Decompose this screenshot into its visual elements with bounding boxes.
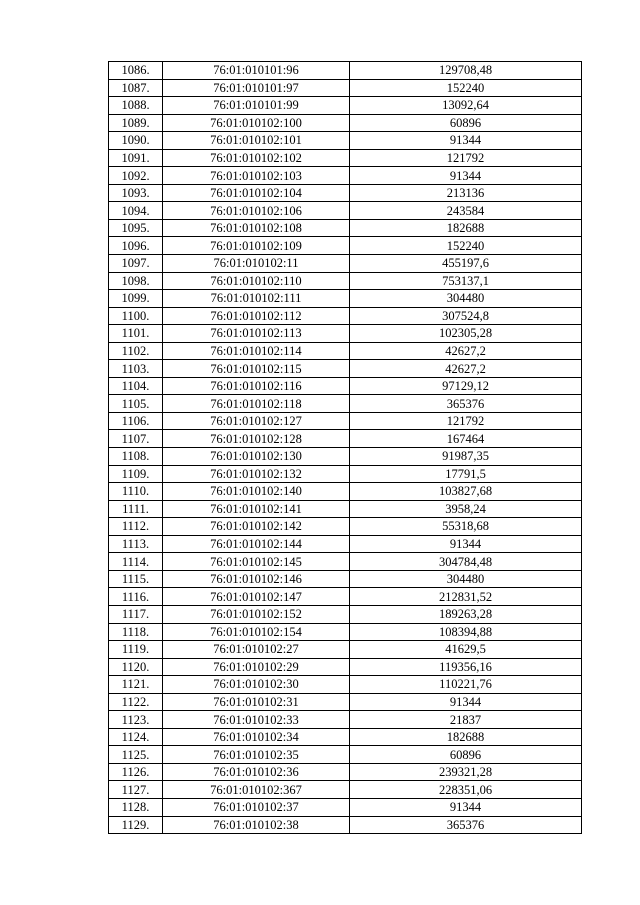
row-number-cell: 1128. (109, 798, 163, 816)
table-row (109, 816, 582, 834)
row-number-cell: 1086. (109, 62, 163, 80)
table-row (109, 412, 582, 430)
table-row (109, 605, 582, 623)
table-row (109, 237, 582, 255)
cadastral-value-cell: 41629,5 (350, 641, 582, 659)
cadastral-number-cell: 76:01:010102:118 (163, 395, 350, 413)
row-number-cell: 1104. (109, 377, 163, 395)
cadastral-value-cell: 119356,16 (350, 658, 582, 676)
cadastral-number-cell: 76:01:010102:102 (163, 149, 350, 167)
cadastral-number-cell: 76:01:010102:130 (163, 448, 350, 466)
table-row (109, 641, 582, 659)
cadastral-number-cell: 76:01:010102:37 (163, 798, 350, 816)
row-number-cell: 1111. (109, 500, 163, 518)
cadastral-value-cell: 91987,35 (350, 448, 582, 466)
cadastral-number-cell: 76:01:010102:128 (163, 430, 350, 448)
row-number-cell: 1121. (109, 676, 163, 694)
table-row (109, 79, 582, 97)
cadastral-number-cell: 76:01:010102:147 (163, 588, 350, 606)
cadastral-value-cell: 753137,1 (350, 272, 582, 290)
cadastral-value-cell: 304480 (350, 290, 582, 308)
cadastral-number-cell: 76:01:010101:99 (163, 97, 350, 115)
table-row (109, 184, 582, 202)
cadastral-number-cell: 76:01:010102:132 (163, 465, 350, 483)
row-number-cell: 1120. (109, 658, 163, 676)
cadastral-number-cell: 76:01:010102:106 (163, 202, 350, 220)
cadastral-value-cell: 121792 (350, 412, 582, 430)
table-row (109, 728, 582, 746)
row-number-cell: 1107. (109, 430, 163, 448)
cadastral-value-cell: 91344 (350, 167, 582, 185)
table-row (109, 219, 582, 237)
row-number-cell: 1124. (109, 728, 163, 746)
table-row (109, 553, 582, 571)
cadastral-value-cell: 108394,88 (350, 623, 582, 641)
row-number-cell: 1129. (109, 816, 163, 834)
cadastral-number-cell: 76:01:010102:113 (163, 325, 350, 343)
row-number-cell: 1105. (109, 395, 163, 413)
row-number-cell: 1122. (109, 693, 163, 711)
row-number-cell: 1118. (109, 623, 163, 641)
row-number-cell: 1094. (109, 202, 163, 220)
row-number-cell: 1106. (109, 412, 163, 430)
row-number-cell: 1091. (109, 149, 163, 167)
table-row (109, 448, 582, 466)
table-row (109, 377, 582, 395)
table-row (109, 360, 582, 378)
cadastral-value-cell: 307524,8 (350, 307, 582, 325)
cadastral-number-cell: 76:01:010102:104 (163, 184, 350, 202)
cadastral-number-cell: 76:01:010101:97 (163, 79, 350, 97)
cadastral-value-cell: 212831,52 (350, 588, 582, 606)
row-number-cell: 1093. (109, 184, 163, 202)
cadastral-value-cell: 304480 (350, 570, 582, 588)
cadastral-number-cell: 76:01:010102:36 (163, 763, 350, 781)
cadastral-number-cell: 76:01:010102:146 (163, 570, 350, 588)
row-number-cell: 1102. (109, 342, 163, 360)
cadastral-value-cell: 17791,5 (350, 465, 582, 483)
cadastral-value-cell: 152240 (350, 237, 582, 255)
row-number-cell: 1112. (109, 518, 163, 536)
cadastral-value-table (108, 61, 582, 834)
table-row (109, 763, 582, 781)
table-row (109, 62, 582, 80)
table-row (109, 255, 582, 273)
cadastral-number-cell: 76:01:010102:103 (163, 167, 350, 185)
cadastral-number-cell: 76:01:010102:152 (163, 605, 350, 623)
cadastral-value-cell: 365376 (350, 395, 582, 413)
row-number-cell: 1125. (109, 746, 163, 764)
table-row (109, 623, 582, 641)
row-number-cell: 1116. (109, 588, 163, 606)
cadastral-value-cell: 365376 (350, 816, 582, 834)
cadastral-value-cell: 152240 (350, 79, 582, 97)
cadastral-number-cell: 76:01:010101:96 (163, 62, 350, 80)
row-number-cell: 1092. (109, 167, 163, 185)
table-row (109, 781, 582, 799)
table-row (109, 149, 582, 167)
table-row (109, 570, 582, 588)
row-number-cell: 1127. (109, 781, 163, 799)
cadastral-number-cell: 76:01:010102:38 (163, 816, 350, 834)
row-number-cell: 1088. (109, 97, 163, 115)
table-row (109, 202, 582, 220)
cadastral-value-cell: 91344 (350, 132, 582, 150)
cadastral-number-cell: 76:01:010102:116 (163, 377, 350, 395)
table-row (109, 272, 582, 290)
cadastral-value-cell: 167464 (350, 430, 582, 448)
table-row (109, 430, 582, 448)
table-row (109, 658, 582, 676)
table-row (109, 500, 582, 518)
cadastral-value-cell: 243584 (350, 202, 582, 220)
table-row (109, 693, 582, 711)
cadastral-number-cell: 76:01:010102:115 (163, 360, 350, 378)
table-row (109, 483, 582, 501)
cadastral-value-cell: 121792 (350, 149, 582, 167)
table-row (109, 535, 582, 553)
table-row (109, 290, 582, 308)
cadastral-number-cell: 76:01:010102:101 (163, 132, 350, 150)
row-number-cell: 1123. (109, 711, 163, 729)
table-row (109, 676, 582, 694)
row-number-cell: 1108. (109, 448, 163, 466)
row-number-cell: 1095. (109, 219, 163, 237)
cadastral-value-cell: 455197,6 (350, 255, 582, 273)
row-number-cell: 1099. (109, 290, 163, 308)
cadastral-number-cell: 76:01:010102:141 (163, 500, 350, 518)
row-number-cell: 1098. (109, 272, 163, 290)
cadastral-value-cell: 304784,48 (350, 553, 582, 571)
cadastral-value-cell: 42627,2 (350, 342, 582, 360)
table-row (109, 395, 582, 413)
row-number-cell: 1114. (109, 553, 163, 571)
row-number-cell: 1115. (109, 570, 163, 588)
cadastral-value-cell: 60896 (350, 114, 582, 132)
cadastral-value-cell: 21837 (350, 711, 582, 729)
cadastral-number-cell: 76:01:010102:144 (163, 535, 350, 553)
cadastral-value-cell: 182688 (350, 219, 582, 237)
cadastral-number-cell: 76:01:010102:367 (163, 781, 350, 799)
row-number-cell: 1109. (109, 465, 163, 483)
table-row (109, 307, 582, 325)
cadastral-number-cell: 76:01:010102:31 (163, 693, 350, 711)
row-number-cell: 1097. (109, 255, 163, 273)
row-number-cell: 1126. (109, 763, 163, 781)
cadastral-value-cell: 13092,64 (350, 97, 582, 115)
cadastral-number-cell: 76:01:010102:112 (163, 307, 350, 325)
cadastral-number-cell: 76:01:010102:34 (163, 728, 350, 746)
cadastral-number-cell: 76:01:010102:29 (163, 658, 350, 676)
cadastral-number-cell: 76:01:010102:108 (163, 219, 350, 237)
table-row (109, 711, 582, 729)
cadastral-number-cell: 76:01:010102:11 (163, 255, 350, 273)
table-row (109, 342, 582, 360)
cadastral-number-cell: 76:01:010102:142 (163, 518, 350, 536)
table-row (109, 746, 582, 764)
cadastral-value-cell: 182688 (350, 728, 582, 746)
table-row (109, 132, 582, 150)
table-row (109, 588, 582, 606)
cadastral-value-cell: 213136 (350, 184, 582, 202)
row-number-cell: 1110. (109, 483, 163, 501)
cadastral-value-cell: 91344 (350, 798, 582, 816)
table-body (109, 62, 582, 834)
cadastral-number-cell: 76:01:010102:27 (163, 641, 350, 659)
row-number-cell: 1090. (109, 132, 163, 150)
cadastral-value-cell: 189263,28 (350, 605, 582, 623)
cadastral-value-cell: 91344 (350, 535, 582, 553)
cadastral-number-cell: 76:01:010102:110 (163, 272, 350, 290)
row-number-cell: 1113. (109, 535, 163, 553)
cadastral-value-cell: 3958,24 (350, 500, 582, 518)
cadastral-number-cell: 76:01:010102:154 (163, 623, 350, 641)
table-row (109, 465, 582, 483)
row-number-cell: 1089. (109, 114, 163, 132)
cadastral-number-cell: 76:01:010102:100 (163, 114, 350, 132)
row-number-cell: 1096. (109, 237, 163, 255)
cadastral-value-cell: 60896 (350, 746, 582, 764)
row-number-cell: 1101. (109, 325, 163, 343)
table-row (109, 325, 582, 343)
table-row (109, 518, 582, 536)
row-number-cell: 1117. (109, 605, 163, 623)
cadastral-value-cell: 102305,28 (350, 325, 582, 343)
table-row (109, 167, 582, 185)
cadastral-number-cell: 76:01:010102:35 (163, 746, 350, 764)
row-number-cell: 1119. (109, 641, 163, 659)
cadastral-number-cell: 76:01:010102:140 (163, 483, 350, 501)
cadastral-value-cell: 91344 (350, 693, 582, 711)
cadastral-number-cell: 76:01:010102:109 (163, 237, 350, 255)
table-row (109, 798, 582, 816)
cadastral-value-cell: 129708,48 (350, 62, 582, 80)
row-number-cell: 1103. (109, 360, 163, 378)
cadastral-number-cell: 76:01:010102:127 (163, 412, 350, 430)
cadastral-number-cell: 76:01:010102:111 (163, 290, 350, 308)
cadastral-value-cell: 97129,12 (350, 377, 582, 395)
cadastral-value-cell: 103827,68 (350, 483, 582, 501)
table-row (109, 97, 582, 115)
cadastral-number-cell: 76:01:010102:30 (163, 676, 350, 694)
cadastral-value-cell: 110221,76 (350, 676, 582, 694)
table-row (109, 114, 582, 132)
cadastral-number-cell: 76:01:010102:33 (163, 711, 350, 729)
cadastral-number-cell: 76:01:010102:145 (163, 553, 350, 571)
cadastral-value-cell: 55318,68 (350, 518, 582, 536)
cadastral-value-cell: 228351,06 (350, 781, 582, 799)
cadastral-value-cell: 239321,28 (350, 763, 582, 781)
row-number-cell: 1087. (109, 79, 163, 97)
cadastral-value-cell: 42627,2 (350, 360, 582, 378)
row-number-cell: 1100. (109, 307, 163, 325)
cadastral-number-cell: 76:01:010102:114 (163, 342, 350, 360)
